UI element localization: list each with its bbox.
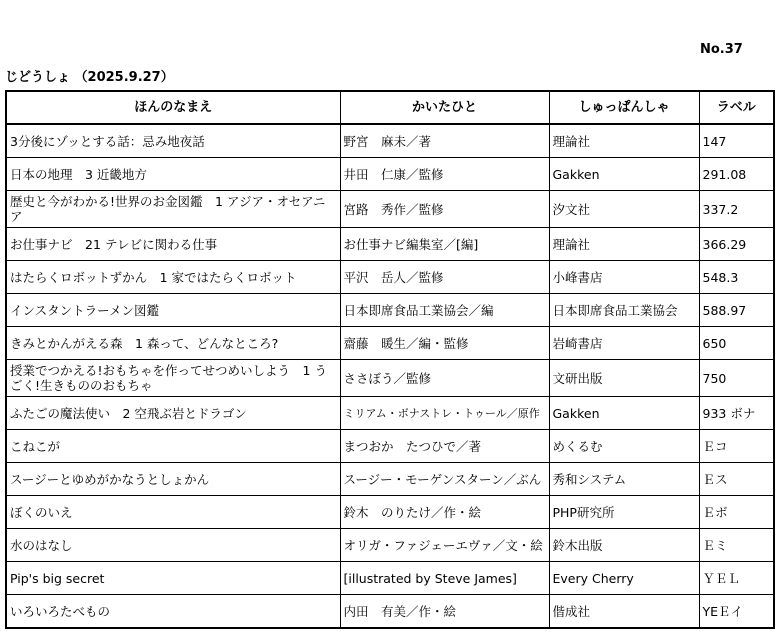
book-label-cell: Ｅボ (699, 496, 774, 529)
book-label-cell: 750 (699, 360, 774, 397)
book-author-cell: 井田 仁康／監修 (340, 158, 549, 191)
table-row (6, 360, 774, 397)
column-header-label: ラベル (699, 91, 774, 124)
book-publisher-cell: 理論社 (549, 228, 699, 261)
book-publisher-cell: 岩崎書店 (549, 327, 699, 360)
book-publisher-cell: 日本即席食品工業協会 (549, 294, 699, 327)
book-label-cell: 548.3 (699, 261, 774, 294)
table-row (6, 158, 774, 191)
table-row (6, 430, 774, 463)
book-publisher-cell: Gakken (549, 397, 699, 430)
book-publisher-cell: めくるむ (549, 430, 699, 463)
column-header-publisher: しゅっぱんしゃ (549, 91, 699, 124)
table-row (6, 228, 774, 261)
book-author-cell: [illustrated by Steve James] (340, 562, 549, 595)
table-row (6, 294, 774, 327)
book-label-cell: 933 ボナ (699, 397, 774, 430)
table-row (6, 562, 774, 595)
book-author-cell: 野宮 麻未／著 (340, 124, 549, 158)
book-author-cell: 平沢 岳人／監修 (340, 261, 549, 294)
table-row (6, 463, 774, 496)
book-publisher-cell: 汐文社 (549, 191, 699, 228)
book-label-cell: Ｅミ (699, 529, 774, 562)
book-label-cell: 147 (699, 124, 774, 158)
book-author-cell: まつおか たつひで／著 (340, 430, 549, 463)
book-title-cell: ぼくのいえ (6, 496, 340, 529)
book-list-table (5, 90, 775, 629)
list-title: じどうしょ （2025.9.27） (5, 70, 174, 85)
book-author-cell: 鈴木 のりたけ／作・絵 (340, 496, 549, 529)
book-publisher-cell: Gakken (549, 158, 699, 191)
book-title-cell: きみとかんがえる森 1 森って、どんなところ? (6, 327, 340, 360)
book-title-cell: お仕事ナビ 21 テレビに関わる仕事 (6, 228, 340, 261)
book-author-cell: 宮路 秀作／監修 (340, 191, 549, 228)
book-title-cell: 日本の地理 3 近畿地方 (6, 158, 340, 191)
book-publisher-cell: PHP研究所 (549, 496, 699, 529)
book-title-cell: Pip's big secret (6, 562, 340, 595)
book-author-cell: 日本即席食品工業協会／編 (340, 294, 549, 327)
book-rows (6, 124, 774, 628)
book-label-cell: 291.08 (699, 158, 774, 191)
book-label-cell: Ｅコ (699, 430, 774, 463)
list-number: No.37 (700, 42, 743, 57)
book-title-cell: スージーとゆめがかなうとしょかん (6, 463, 340, 496)
table-row (6, 327, 774, 360)
book-publisher-cell: 鈴木出版 (549, 529, 699, 562)
column-header-author: かいたひと (340, 91, 549, 124)
book-label-cell: 588.97 (699, 294, 774, 327)
book-publisher-cell: 偕成社 (549, 595, 699, 629)
book-author-cell: お仕事ナビ編集室／[編] (340, 228, 549, 261)
book-label-cell: ＹＥＬ (699, 562, 774, 595)
table-row (6, 529, 774, 562)
table-row (6, 191, 774, 228)
book-publisher-cell: 理論社 (549, 124, 699, 158)
book-publisher-cell: 小峰書店 (549, 261, 699, 294)
book-title-cell: 歴史と今がわかる!世界のお金図鑑 1 アジア・オセアニア (6, 191, 340, 228)
book-title-cell: 水のはなし (6, 529, 340, 562)
column-header-title: ほんのなまえ (6, 91, 340, 124)
book-label-cell: 337.2 (699, 191, 774, 228)
book-label-cell: 366.29 (699, 228, 774, 261)
table-row (6, 397, 774, 430)
book-author-cell: 内田 有美／作・絵 (340, 595, 549, 629)
book-title-cell: はたらくロボットずかん 1 家ではたらくロボット (6, 261, 340, 294)
book-title-cell: 授業でつかえる!おもちゃを作ってせつめいしよう 1 うごく!生きもののおもちゃ (6, 360, 340, 397)
book-title-cell: こねこが (6, 430, 340, 463)
book-author-cell: スージー・モーゲンスターン／ぶん (340, 463, 549, 496)
book-publisher-cell: Every Cherry (549, 562, 699, 595)
table-header-row (6, 91, 774, 124)
book-publisher-cell: 文研出版 (549, 360, 699, 397)
book-author-cell: オリガ・ファジェーエヴァ／文・絵 (340, 529, 549, 562)
book-author-cell: ささぼう／監修 (340, 360, 549, 397)
table-row (6, 261, 774, 294)
table-row (6, 124, 774, 158)
book-publisher-cell: 秀和システム (549, 463, 699, 496)
book-label-cell: 650 (699, 327, 774, 360)
book-label-cell: YEＥイ (699, 595, 774, 629)
book-label-cell: Ｅス (699, 463, 774, 496)
book-title-cell: インスタントラーメン図鑑 (6, 294, 340, 327)
book-author-cell: ミリアム・ボナストレ・トゥール／原作 (340, 397, 549, 430)
table-row (6, 496, 774, 529)
book-title-cell: いろいろたべもの (6, 595, 340, 629)
book-author-cell: 齋藤 暖生／編・監修 (340, 327, 549, 360)
book-title-cell: 3分後にゾッとする話：忌み地夜話 (6, 124, 340, 158)
table-row (6, 595, 774, 629)
book-title-cell: ふたごの魔法使い 2 空飛ぶ岩とドラゴン (6, 397, 340, 430)
